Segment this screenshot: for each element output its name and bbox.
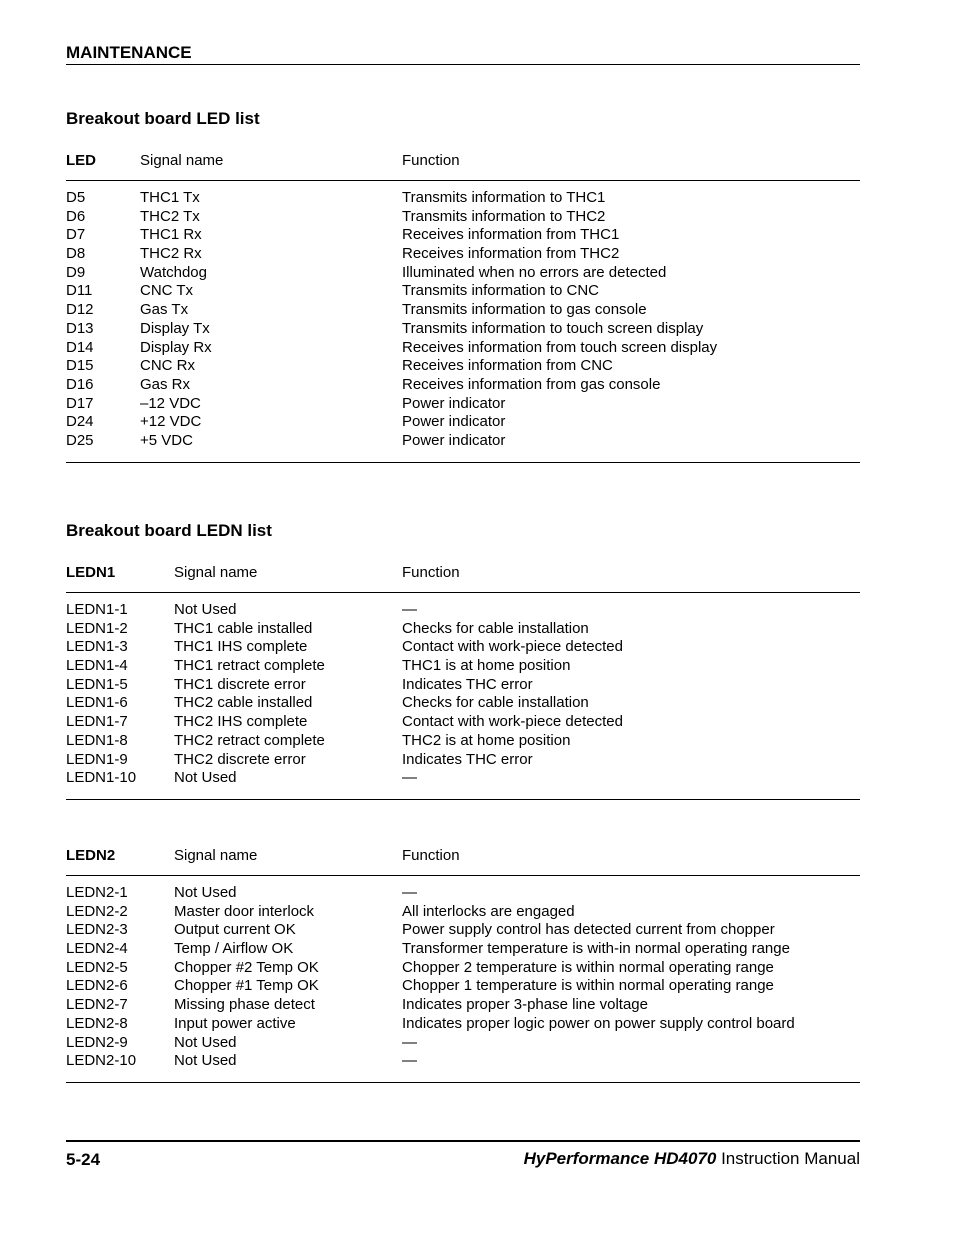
signal-name: Master door interlock <box>174 902 315 920</box>
led-id: D25 <box>66 431 94 449</box>
function-text: Chopper 2 temperature is within normal operating range <box>402 958 774 976</box>
led-id: D17 <box>66 394 94 412</box>
section-header: MAINTENANCE <box>66 43 192 62</box>
signal-name: Watchdog <box>140 263 207 281</box>
led-id: LEDN1-3 <box>66 638 128 656</box>
led-id: LEDN2-5 <box>66 958 128 976</box>
function-text: Power supply control has detected current from chopper <box>402 921 775 939</box>
table-rule <box>66 1082 860 1083</box>
signal-name: THC1 Tx <box>140 189 200 206</box>
page-number: 5-24 <box>66 1150 101 1169</box>
led-id: D6 <box>66 207 86 225</box>
column-header: Function <box>402 152 460 169</box>
function-text: Transformer temperature is with-in normal operating range <box>402 940 790 958</box>
signal-name: Gas Rx <box>140 375 191 393</box>
function-text: Indicates THC error <box>402 675 533 693</box>
led-id: D5 <box>66 189 86 206</box>
led-id: D24 <box>66 413 94 431</box>
function-text: Transmits information to touch screen display <box>402 319 704 337</box>
led-id: LEDN2-8 <box>66 1014 128 1032</box>
signal-name: +12 VDC <box>140 413 202 431</box>
function-text: Indicates proper logic power on power supply control board <box>402 1014 795 1032</box>
table-row <box>66 1052 860 1071</box>
function-text: Power indicator <box>402 394 506 412</box>
function-text: — <box>402 601 417 618</box>
signal-name: Not Used <box>174 1052 237 1070</box>
function-text: Indicates proper 3-phase line voltage <box>402 996 648 1014</box>
signal-name: THC2 discrete error <box>174 750 306 768</box>
led-id: LEDN1-10 <box>66 769 137 787</box>
signal-name: Chopper #2 Temp OK <box>174 958 319 976</box>
signal-name: Temp / Airflow OK <box>174 940 294 958</box>
led-list-title: Breakout board LED list <box>66 109 260 128</box>
table-row <box>66 601 860 620</box>
led-id: LEDN1-7 <box>66 713 128 731</box>
table-row <box>66 432 860 451</box>
table-rule <box>66 799 860 800</box>
column-header: LED <box>66 152 96 169</box>
table-row <box>66 282 860 301</box>
function-text: Indicates THC error <box>402 750 533 768</box>
ledn2-table <box>66 846 860 1083</box>
table-row <box>66 1015 860 1034</box>
manual-title <box>524 1149 860 1169</box>
signal-name: THC2 Tx <box>140 207 200 225</box>
table-row <box>66 732 860 751</box>
signal-name: Gas Tx <box>140 301 189 319</box>
table-header <box>66 151 860 171</box>
led-id: D11 <box>66 282 93 300</box>
led-id: D16 <box>66 375 94 393</box>
table-row <box>66 226 860 245</box>
table-row <box>66 676 860 695</box>
header-divider <box>66 64 860 65</box>
signal-name: Not Used <box>174 769 237 787</box>
function-text: Illuminated when no errors are detected <box>402 263 667 281</box>
table-row <box>66 977 860 996</box>
table-row <box>66 921 860 940</box>
footer-divider <box>66 1140 860 1142</box>
table-row <box>66 713 860 732</box>
led-id: LEDN1-2 <box>66 619 128 637</box>
signal-name: THC1 IHS complete <box>174 638 308 656</box>
column-header: Signal name <box>174 847 258 864</box>
function-text: Receives information from gas console <box>402 375 661 393</box>
function-text: Checks for cable installation <box>402 619 589 637</box>
signal-name: THC2 cable installed <box>174 694 313 712</box>
table-row <box>66 638 860 657</box>
led-id: D13 <box>66 319 94 337</box>
table-row <box>66 264 860 283</box>
function-text: THC1 is at home position <box>402 657 571 675</box>
table-row <box>66 884 860 903</box>
column-header: LEDN2 <box>66 847 116 864</box>
signal-name: THC2 retract complete <box>174 731 325 749</box>
led-id: LEDN1-4 <box>66 657 128 675</box>
table-row <box>66 694 860 713</box>
led-id: D8 <box>66 245 86 263</box>
function-text: Receives information from THC1 <box>402 226 620 244</box>
table-rule <box>66 462 860 463</box>
led-id: LEDN1-1 <box>66 601 128 618</box>
signal-name: Not Used <box>174 1033 237 1051</box>
signal-name: Output current OK <box>174 921 296 939</box>
function-text: Power indicator <box>402 431 506 449</box>
table-row <box>66 1034 860 1053</box>
led-id: LEDN2-3 <box>66 921 128 939</box>
led-id: LEDN2-7 <box>66 996 128 1014</box>
table-row <box>66 940 860 959</box>
led-id: LEDN2-6 <box>66 977 128 995</box>
signal-name: Chopper #1 Temp OK <box>174 977 319 995</box>
function-text: Receives information from touch screen display <box>402 338 718 356</box>
table-row <box>66 769 860 788</box>
table-row <box>66 620 860 639</box>
table-row <box>66 357 860 376</box>
signal-name: Input power active <box>174 1014 296 1032</box>
function-text: Contact with work-piece detected <box>402 713 623 731</box>
led-id: LEDN1-6 <box>66 694 128 712</box>
column-header: Signal name <box>140 152 224 169</box>
led-id: LEDN1-5 <box>66 675 128 693</box>
signal-name: THC1 retract complete <box>174 657 325 675</box>
function-text: — <box>402 769 417 787</box>
function-text: — <box>402 884 417 901</box>
table-row <box>66 395 860 414</box>
signal-name: THC1 Rx <box>140 226 202 244</box>
table-row <box>66 189 860 208</box>
function-text: Transmits information to THC1 <box>402 189 606 206</box>
column-header: Signal name <box>174 564 258 581</box>
led-table <box>66 151 860 463</box>
function-text: Transmits information to CNC <box>402 282 599 300</box>
manual-label: Instruction Manual <box>716 1149 860 1168</box>
table-row <box>66 996 860 1015</box>
signal-name: –12 VDC <box>140 394 201 412</box>
signal-name: THC1 discrete error <box>174 675 306 693</box>
function-text: All interlocks are engaged <box>402 902 575 920</box>
signal-name: Not Used <box>174 601 237 618</box>
led-id: LEDN2-9 <box>66 1033 128 1051</box>
ledn1-table <box>66 563 860 800</box>
table-row <box>66 301 860 320</box>
column-header: Function <box>402 847 460 864</box>
function-text: — <box>402 1052 417 1070</box>
table-row <box>66 751 860 770</box>
function-text: THC2 is at home position <box>402 731 571 749</box>
signal-name: THC2 Rx <box>140 245 202 263</box>
column-header: Function <box>402 564 460 581</box>
function-text: Receives information from THC2 <box>402 245 620 263</box>
table-header <box>66 563 860 583</box>
signal-name: THC2 IHS complete <box>174 713 308 731</box>
function-text: Contact with work-piece detected <box>402 638 623 656</box>
led-id: D9 <box>66 263 86 281</box>
signal-name: +5 VDC <box>140 431 193 449</box>
signal-name: Display Rx <box>140 338 212 356</box>
table-header <box>66 846 860 866</box>
table-row <box>66 959 860 978</box>
signal-name: CNC Rx <box>140 357 195 375</box>
table-row <box>66 413 860 432</box>
function-text: Transmits information to THC2 <box>402 207 606 225</box>
table-row <box>66 320 860 339</box>
function-text: — <box>402 1033 417 1051</box>
table-row <box>66 245 860 264</box>
column-header: LEDN1 <box>66 564 116 581</box>
table-row <box>66 903 860 922</box>
led-id: D7 <box>66 226 86 244</box>
function-text: Chopper 1 temperature is within normal operating range <box>402 977 774 995</box>
led-id: D14 <box>66 338 94 356</box>
led-id: LEDN2-1 <box>66 884 128 901</box>
function-text: Transmits information to gas console <box>402 301 647 319</box>
led-id: D12 <box>66 301 94 319</box>
function-text: Power indicator <box>402 413 506 431</box>
product-name: HyPerformance HD4070 <box>523 1149 717 1168</box>
led-id: LEDN2-10 <box>66 1052 137 1070</box>
led-id: LEDN1-9 <box>66 750 128 768</box>
led-id: LEDN2-4 <box>66 940 128 958</box>
table-row <box>66 339 860 358</box>
signal-name: Display Tx <box>140 319 210 337</box>
led-id: D15 <box>66 357 94 375</box>
table-row <box>66 657 860 676</box>
function-text: Checks for cable installation <box>402 694 589 712</box>
ledn-list-title: Breakout board LEDN list <box>66 521 272 540</box>
signal-name: Missing phase detect <box>174 996 315 1014</box>
led-id: LEDN2-2 <box>66 902 128 920</box>
led-id: LEDN1-8 <box>66 731 128 749</box>
table-row <box>66 208 860 227</box>
table-row <box>66 376 860 395</box>
signal-name: Not Used <box>174 884 237 901</box>
signal-name: CNC Tx <box>140 282 194 300</box>
signal-name: THC1 cable installed <box>174 619 313 637</box>
function-text: Receives information from CNC <box>402 357 613 375</box>
